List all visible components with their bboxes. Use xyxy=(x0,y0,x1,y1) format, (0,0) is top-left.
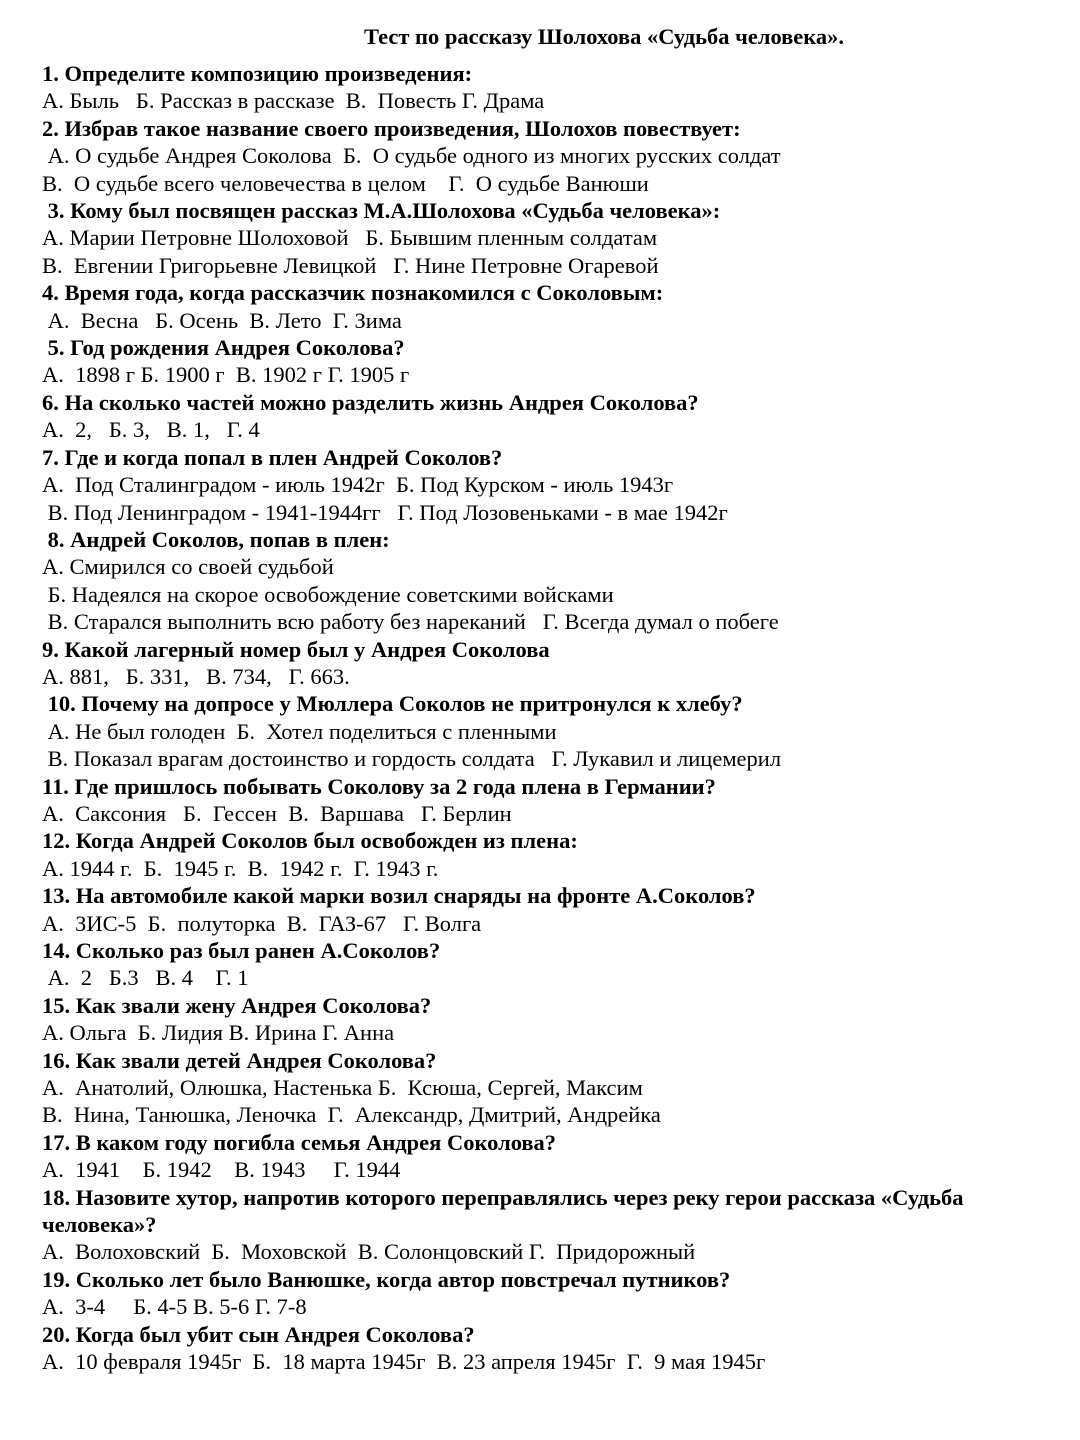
question-text: 8. Андрей Соколов, попав в плен: xyxy=(42,526,390,552)
answer-line: А. Смирился со своей судьбой xyxy=(42,554,334,580)
question-text: 4. Время года, когда рассказчик познакомился с Соколовым: xyxy=(42,280,664,306)
question-text: 15. Как звали жену Андрея Соколова? xyxy=(42,992,432,1018)
answer-line: А. 10 февраля 1945г Б. 18 марта 1945г В. 23 апреля 1945г Г. 9 мая 1945г xyxy=(42,1349,766,1375)
question-text: 6. На сколько частей можно разделить жизнь Андрея Соколова? xyxy=(42,389,699,415)
question-5 xyxy=(42,334,1066,389)
question-12 xyxy=(42,827,1066,882)
answer-line: А. Ольга Б. Лидия В. Ирина Г. Анна xyxy=(42,1020,395,1046)
question-text: 18. Назовите хутор, напротив которого переправлялись через реку герои рассказа «Судьба человека»? xyxy=(42,1184,964,1238)
answer-line: А. 1898 г Б. 1900 г В. 1902 г Г. 1905 г xyxy=(42,362,410,388)
question-text: 10. Почему на допросе у Мюллера Соколов не притронулся к хлебу? xyxy=(42,691,743,717)
answer-line: В. Показал врагам достоинство и гордость солдата Г. Лукавил и лицемерил xyxy=(42,746,782,772)
question-8 xyxy=(42,526,1066,636)
question-1 xyxy=(42,60,1066,115)
answer-line: А. Волоховский Б. Моховской В. Солонцовский Г. Придорожный xyxy=(42,1239,696,1265)
answer-line: В. Старался выполнить всю работу без нареканий Г. Всегда думал о побеге xyxy=(42,609,779,635)
answer-line: А. Анатолий, Олюшка, Настенька Б. Ксюша, Сергей, Максим xyxy=(42,1075,643,1101)
question-17 xyxy=(42,1129,1066,1184)
question-text: 12. Когда Андрей Соколов был освобожден из плена: xyxy=(42,828,578,854)
answer-line: В. Под Ленинградом - 1941-1944гг Г. Под Лозовеньками - в мае 1942г xyxy=(42,499,728,525)
question-text: 13. На автомобиле какой марки возил снаряды на фронте А.Соколов? xyxy=(42,883,756,909)
question-text: 2. Избрав такое название своего произведения, Шолохов повествует: xyxy=(42,115,741,141)
answer-line: В. Евгении Григорьевне Левицкой Г. Нине Петровне Огаревой xyxy=(42,252,659,278)
question-9 xyxy=(42,636,1066,691)
question-text: 14. Сколько раз был ранен А.Соколов? xyxy=(42,938,441,963)
page-title: Тест по рассказу Шолохова «Судьба человека». xyxy=(363,24,845,49)
answer-line: А. Саксония Б. Гессен В. Варшава Г. Берлин xyxy=(42,800,512,826)
question-text: 7. Где и когда попал в плен Андрей Соколов? xyxy=(42,444,503,470)
answer-line: А. 3-4 Б. 4-5 В. 5-6 Г. 7-8 xyxy=(42,1294,307,1320)
question-4 xyxy=(42,279,1066,334)
answer-line: А. 2, Б. 3, В. 1, Г. 4 xyxy=(42,417,260,443)
answer-line: А. Быль Б. Рассказ в рассказе В. Повесть Г. Драма xyxy=(42,88,545,114)
question-19 xyxy=(42,1266,1066,1321)
question-6 xyxy=(42,389,1066,444)
question-text: 20. Когда был убит сын Андрея Соколова? xyxy=(42,1321,475,1347)
answer-line: В. Нина, Танюшка, Леночка Г. Александр, Дмитрий, Андрейка xyxy=(42,1102,661,1128)
question-text: 5. Год рождения Андрея Соколова? xyxy=(42,335,405,361)
question-3 xyxy=(42,197,1066,279)
answer-line: А. 2 Б.3 В. 4 Г. 1 xyxy=(42,965,249,991)
question-text: 16. Как звали детей Андрея Соколова? xyxy=(42,1047,437,1073)
answer-line: А. 1941 Б. 1942 В. 1943 Г. 1944 xyxy=(42,1157,401,1183)
question-14 xyxy=(42,937,1066,992)
question-text: 9. Какой лагерный номер был у Андрея Соколова xyxy=(42,636,550,662)
question-text: 11. Где пришлось побывать Соколову за 2 года плена в Германии? xyxy=(42,773,716,799)
answer-line: В. О судьбе всего человечества в целом Г. О судьбе Ванюши xyxy=(42,170,649,196)
answer-line: А. О судьбе Андрея Соколова Б. О судьбе одного из многих русских солдат xyxy=(42,143,781,169)
question-2 xyxy=(42,115,1066,197)
answer-line: А. 1944 г. Б. 1945 г. В. 1942 г. Г. 1943 г. xyxy=(42,855,439,881)
question-text: 3. Кому был посвящен рассказ М.А.Шолохова «Судьба человека»: xyxy=(42,198,721,224)
answer-line: А. Не был голоден Б. Хотел поделиться с пленными xyxy=(42,718,557,744)
answer-line: А. Весна Б. Осень В. Лето Г. Зима xyxy=(42,307,402,333)
question-13 xyxy=(42,882,1066,937)
question-18 xyxy=(42,1184,1066,1266)
question-text: 19. Сколько лет было Ванюшке, когда автор повстречал путников? xyxy=(42,1266,731,1292)
question-text: 1. Определите композицию произведения: xyxy=(42,61,473,86)
question-7 xyxy=(42,444,1066,526)
answer-line: А. 881, Б. 331, В. 734, Г. 663. xyxy=(42,663,350,689)
answer-line: А. ЗИС-5 Б. полуторка В. ГАЗ-67 Г. Волга xyxy=(42,910,482,936)
question-15 xyxy=(42,992,1066,1047)
question-16 xyxy=(42,1047,1066,1129)
question-text: 17. В каком году погибла семья Андрея Соколова? xyxy=(42,1129,557,1155)
answer-line: А. Под Сталинградом - июль 1942г Б. Под Курском - июль 1943г xyxy=(42,472,674,498)
question-10 xyxy=(42,690,1066,772)
answer-line: А. Марии Петровне Шолоховой Б. Бывшим пленным солдатам xyxy=(42,225,658,251)
question-20 xyxy=(42,1321,1066,1376)
question-11 xyxy=(42,773,1066,828)
answer-line: Б. Надеялся на скорое освобождение советскими войсками xyxy=(42,581,614,607)
